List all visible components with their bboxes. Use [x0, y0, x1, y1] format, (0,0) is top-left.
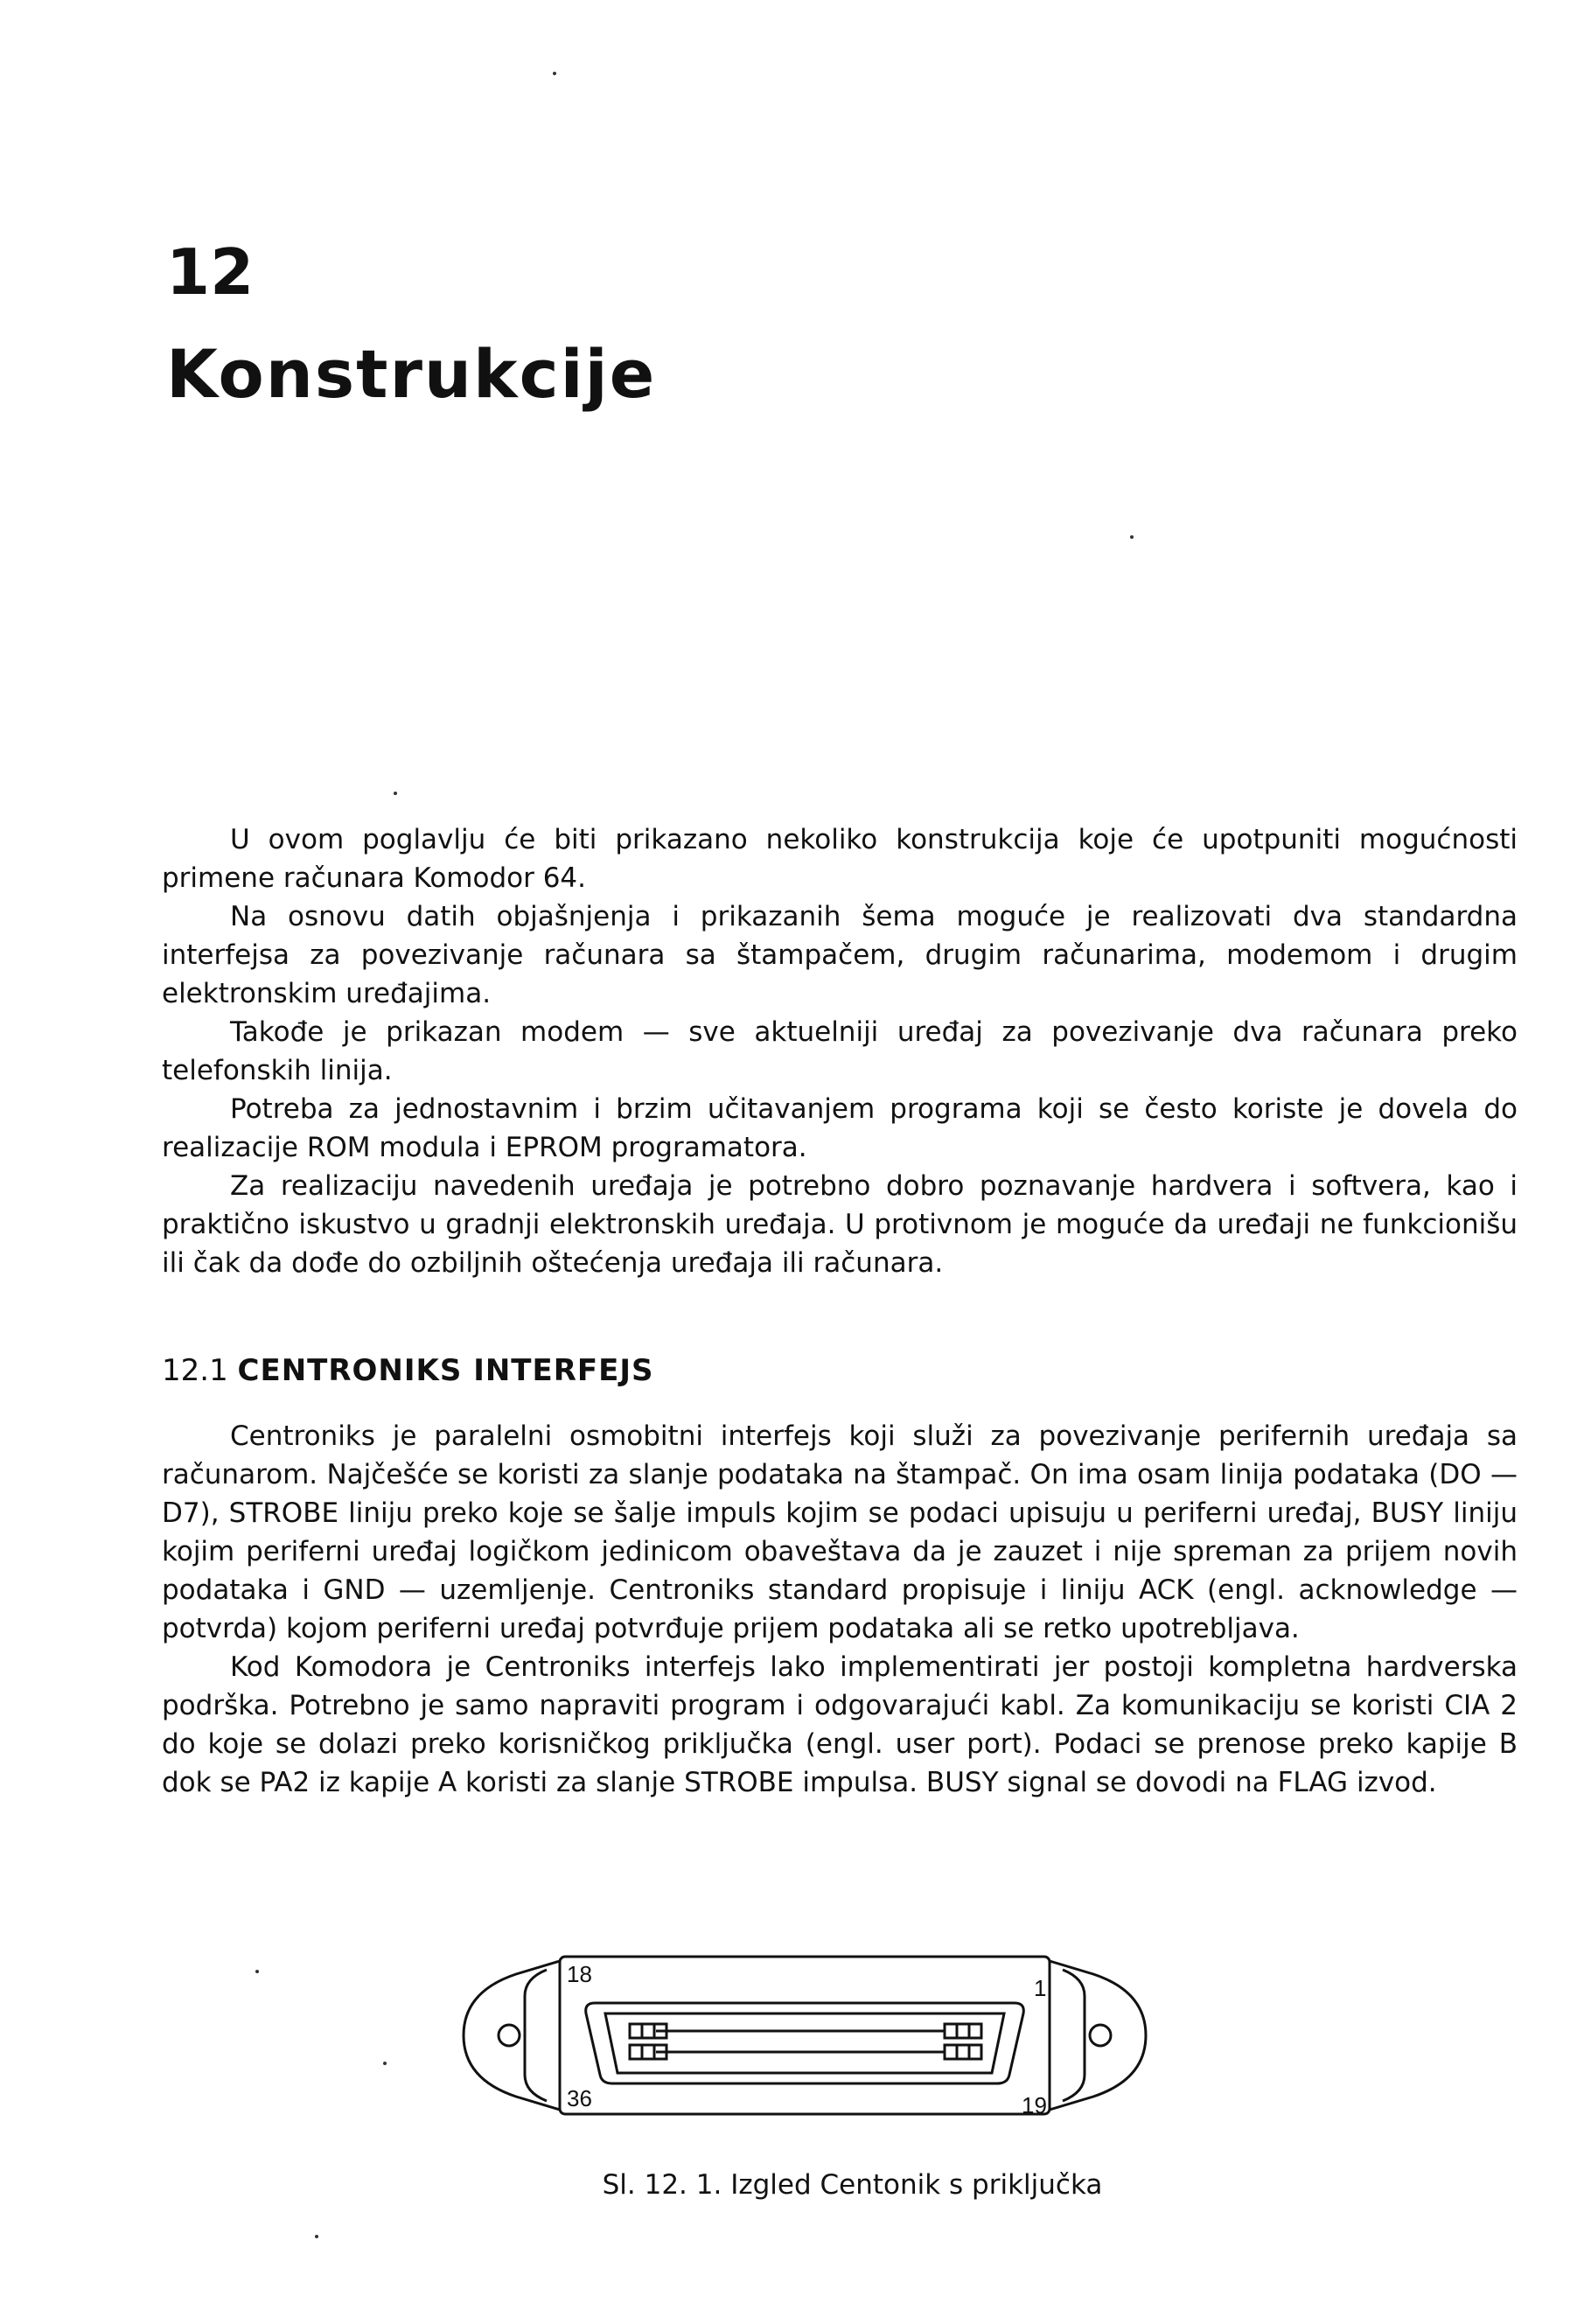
centronics-connector-figure	[455, 1944, 1155, 2127]
intro-paragraph: Za realizaciju navedenih uređaja je potrebno dobro poznavanje hardvera i softvera, kao i praktično iskustvo u gradnji elektronskih uređaja. U protivnom je moguće da uređaji ne funkcionišu ili čak da dođe do ozbiljnih oštećenja uređaja ili računara.	[162, 1170, 1518, 1279]
intro-paragraph: Potreba za jednostavnim i brzim učitavanjem programa koji se često koriste je dovela do realizacije ROM modula i EPROM programatora.	[162, 1093, 1518, 1163]
scan-speck	[1130, 535, 1134, 539]
pin-label-1: 1	[1034, 1975, 1047, 2001]
pin-label-36: 36	[567, 2085, 592, 2111]
intro-text	[162, 820, 1518, 1282]
section-text	[162, 1417, 1518, 1802]
pin-label-19: 19	[1022, 2092, 1047, 2118]
chapter-title: Konstrukcije	[166, 335, 657, 413]
section-heading	[162, 1351, 654, 1390]
scan-speck	[383, 2062, 387, 2065]
intro-paragraph: U ovom poglavlju će biti prikazano nekoliko konstrukcija koje će upotpuniti mogućnosti primene računara Komodor 64.	[162, 824, 1518, 894]
scan-speck	[553, 72, 556, 75]
section-paragraph: Kod Komodora je Centroniks interfejs lako implementirati jer postoji kompletna hardverska podrška. Potrebno je samo napraviti program i odgovarajući kabl. Za komunikaciju se koristi CIA 2 do koje se dolazi preko korisničkog priključka (engl. user port). Podaci se prenose preko kapije B dok se PA2 iz kapije A koristi za slanje STROBE impulsa. BUSY signal se dovodi na FLAG izvod.	[162, 1651, 1518, 1798]
chapter-number: 12	[166, 235, 255, 309]
scan-speck	[255, 1970, 259, 1973]
pin-label-18: 18	[567, 1961, 592, 1987]
intro-paragraph: Na osnovu datih objašnjenja i prikazanih šema moguće je realizovati dva standardna interfejsa za povezivanje računara sa štampačem, drugim računarima, modemom i drugim elektronskim uređajima.	[162, 901, 1518, 1009]
centronics-connector-drawing	[455, 1944, 1155, 2127]
figure-caption-text: Sl. 12. 1. Izgled Centonik s priključka	[602, 2169, 1103, 2201]
scan-speck	[315, 2235, 318, 2238]
section-paragraph: Centroniks je paralelni osmobitni interfejs koji služi za povezivanje perifernih uređaja sa računarom. Najčešće se koristi za slanje podataka na štampač. On ima osam linija podataka (DO — D7), STROBE liniju preko koje se šalje impuls kojim se podaci upisuju u periferni uređaj, BUSY liniju kojim periferni uređaj logičkom jedinicom obaveštava da je zauzet i nije spreman za prijem novih podataka i GND — uzemljenje. Centroniks standard propisuje i liniju ACK (engl. acknowledge — potvrda) kojom periferni uređaj potvrđuje prijem podataka ali se retko upotrebljava.	[162, 1420, 1518, 1644]
intro-paragraph: Takođe je prikazan modem — sve aktuelniji uređaj za povezivanje dva računara preko telefonskih linija.	[162, 1016, 1518, 1086]
figure-caption	[0, 2169, 1591, 2201]
scan-speck	[394, 792, 397, 795]
section-number: 12.1	[162, 1353, 228, 1388]
section-title: CENTRONIKS INTERFEJS	[237, 1353, 654, 1388]
